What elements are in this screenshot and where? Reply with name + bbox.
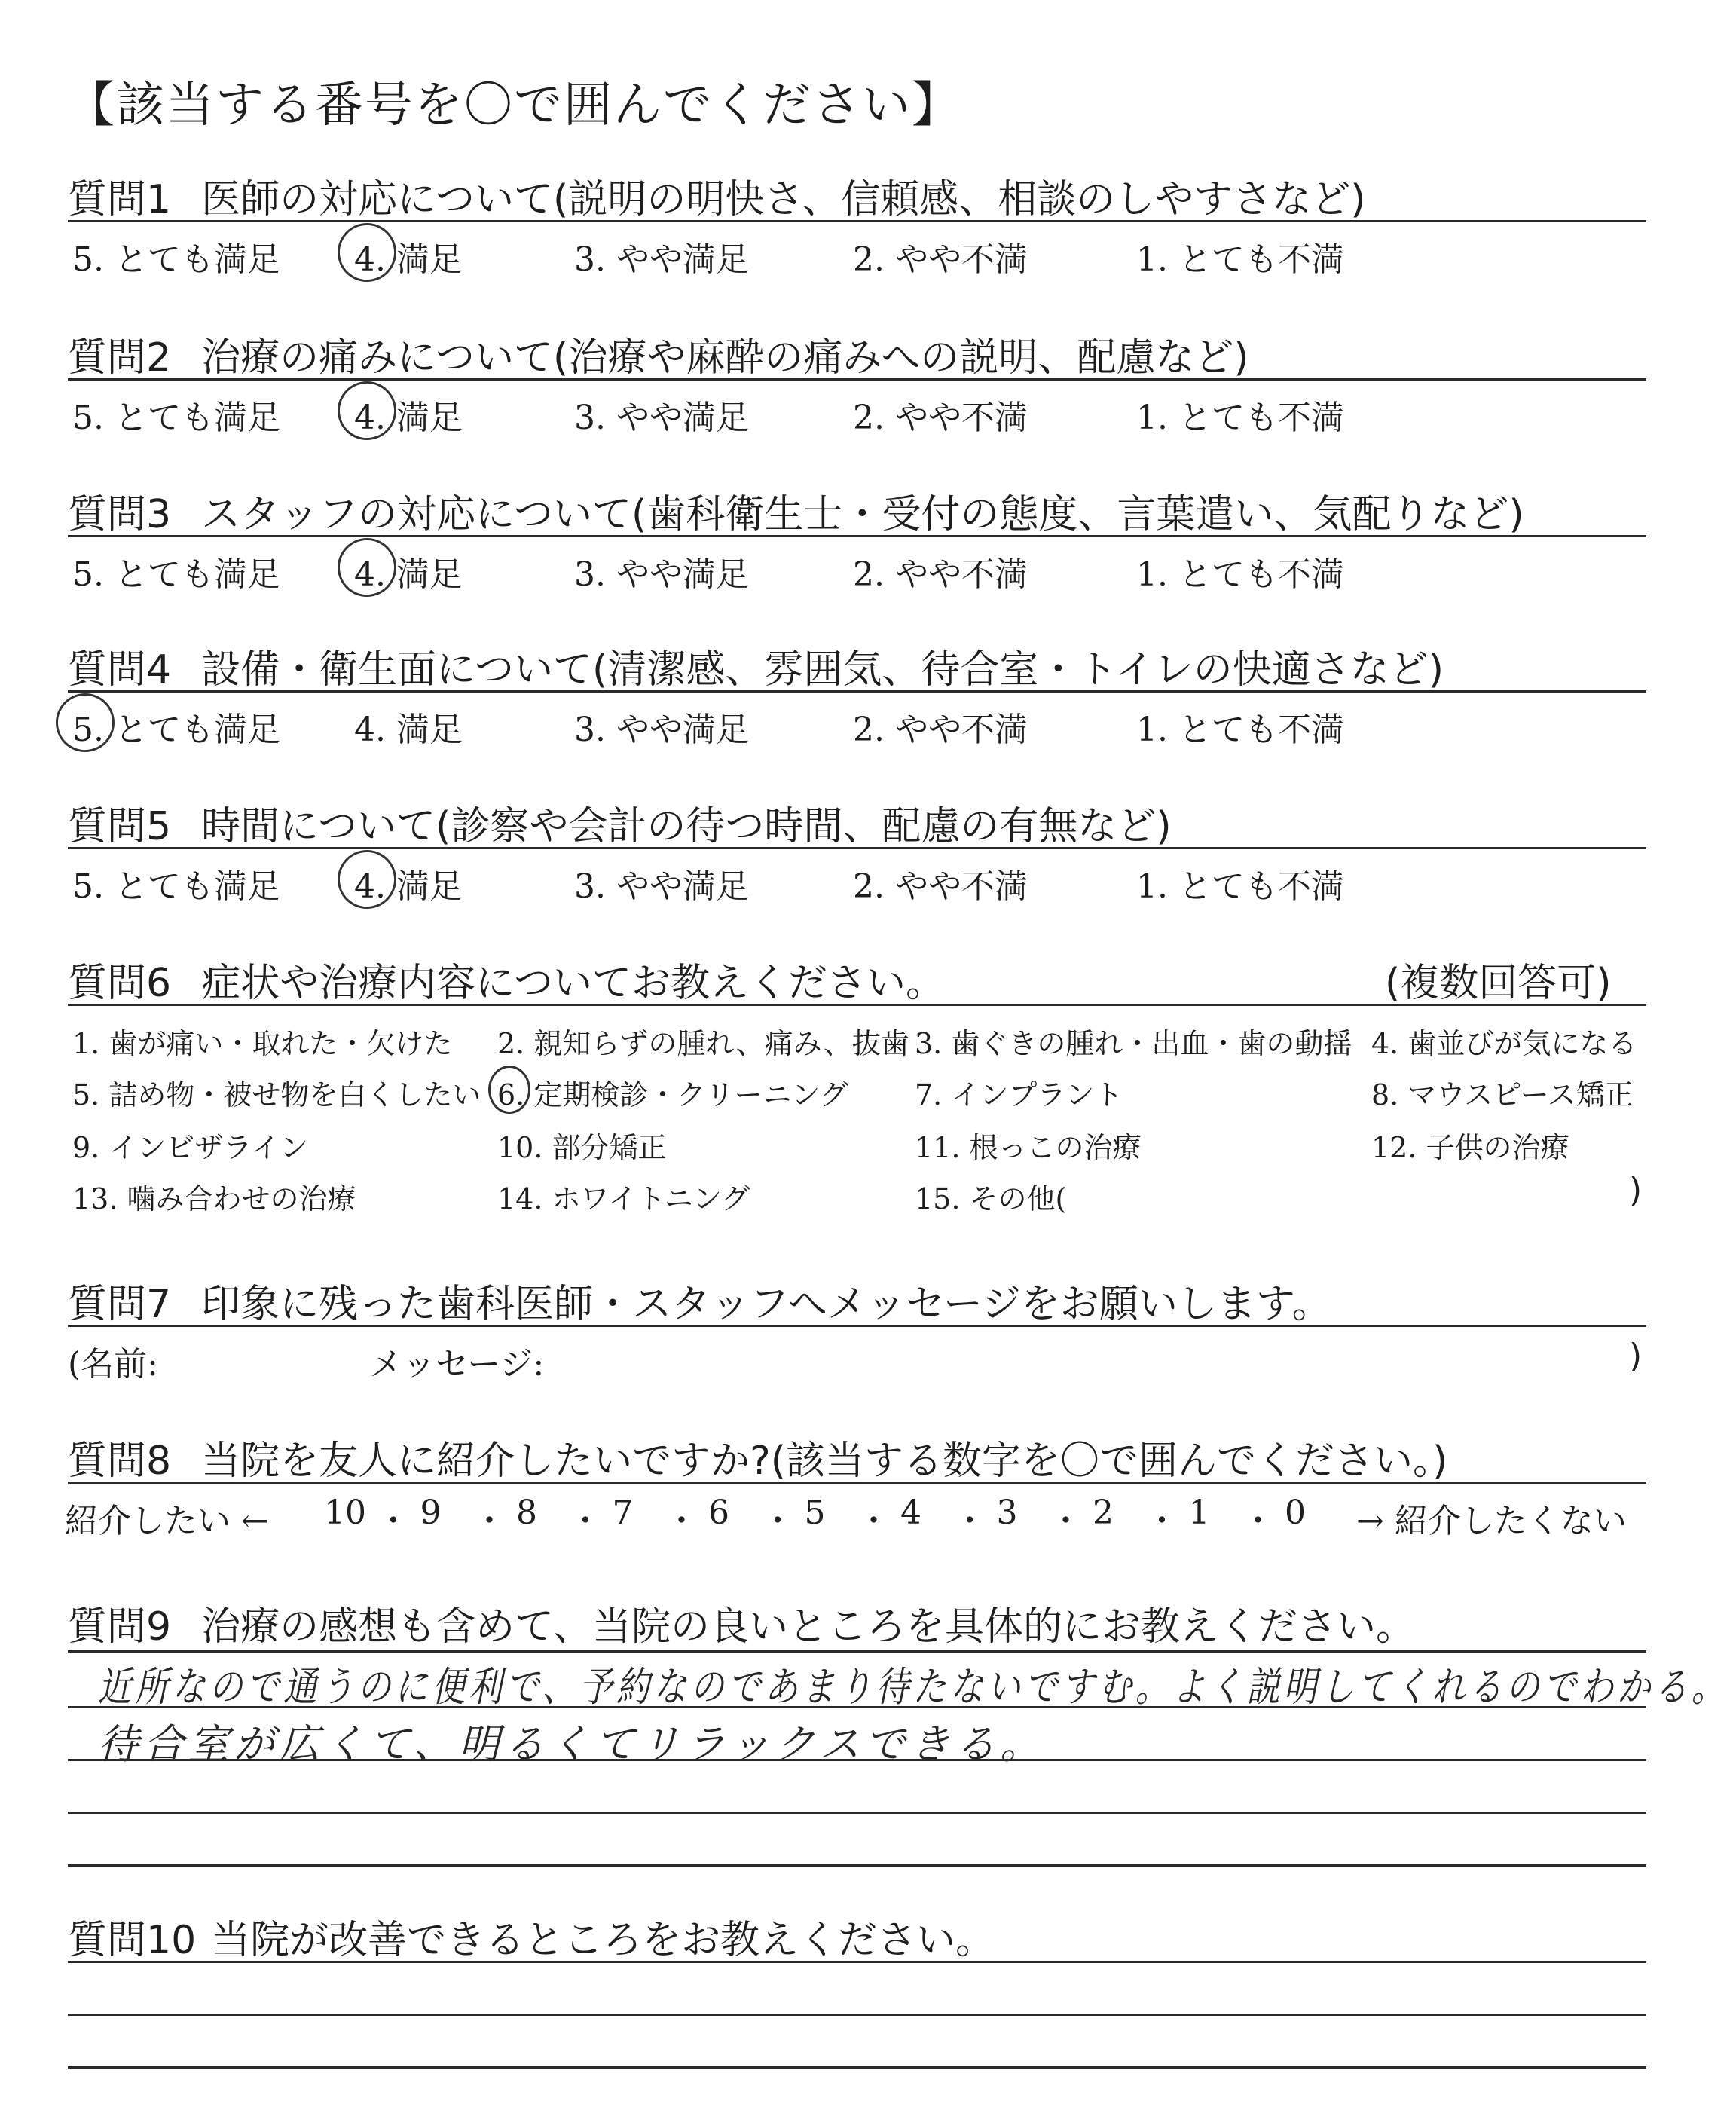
divider bbox=[68, 690, 1646, 693]
question-text: 治療の感想も含めて、当院の良いところを具体的にお教えください。 bbox=[201, 1604, 1416, 1650]
scale-value-8[interactable]: 8 bbox=[516, 1494, 537, 1532]
divider bbox=[68, 847, 1646, 849]
treatment-option-12[interactable]: 12. 子供の治療 bbox=[1371, 1131, 1569, 1164]
rating-option-4[interactable]: 4. 満足 bbox=[354, 555, 463, 594]
rating-option-5[interactable]: 5. とても満足 bbox=[72, 711, 280, 749]
rating-option-5[interactable]: 5. とても満足 bbox=[72, 867, 280, 906]
divider bbox=[68, 378, 1646, 381]
rating-option-3[interactable]: 3. やや満足 bbox=[574, 399, 749, 437]
question-number: 質問7 bbox=[68, 1282, 172, 1327]
question-text: 医師の対応について(説明の明快さ、信頼感、相談のしやすさなど) bbox=[201, 177, 1366, 222]
question-number: 質問4 bbox=[68, 647, 172, 693]
divider bbox=[68, 535, 1646, 537]
question-number: 質問8 bbox=[68, 1439, 172, 1484]
scale-separator: ・ bbox=[377, 1502, 410, 1540]
rating-option-3[interactable]: 3. やや満足 bbox=[574, 867, 749, 906]
treatment-option-6[interactable]: 6. 定期検診・クリーニング bbox=[497, 1078, 848, 1112]
answer-line bbox=[68, 1650, 1646, 1653]
scale-value-10[interactable]: 10 bbox=[324, 1494, 366, 1532]
treatment-option-8[interactable]: 8. マウスピース矯正 bbox=[1371, 1078, 1634, 1112]
rating-option-1[interactable]: 1. とても不満 bbox=[1136, 240, 1344, 279]
answer-line bbox=[68, 1961, 1646, 1963]
treatment-option-15[interactable]: 15. その他( bbox=[915, 1182, 1067, 1216]
treatment-option-11[interactable]: 11. 根っこの治療 bbox=[915, 1131, 1142, 1164]
scale-separator: ・ bbox=[1145, 1502, 1178, 1540]
divider bbox=[68, 1482, 1646, 1484]
question-number: 質問3 bbox=[68, 492, 172, 537]
rating-option-4[interactable]: 4. 満足 bbox=[354, 399, 463, 437]
name-label: (名前: bbox=[68, 1345, 158, 1384]
rating-option-2[interactable]: 2. やや不満 bbox=[853, 555, 1028, 594]
answer-line bbox=[68, 2014, 1646, 2016]
scale-value-3[interactable]: 3 bbox=[996, 1494, 1018, 1532]
answer-line bbox=[68, 1812, 1646, 1814]
divider bbox=[68, 220, 1646, 222]
rating-option-2[interactable]: 2. やや不満 bbox=[853, 240, 1028, 279]
other-close-paren: ) bbox=[1629, 1171, 1643, 1209]
treatment-option-10[interactable]: 10. 部分矯正 bbox=[497, 1131, 667, 1164]
recommend-label: 紹介したい ← bbox=[65, 1502, 269, 1540]
rating-option-3[interactable]: 3. やや満足 bbox=[574, 711, 749, 749]
scale-value-5[interactable]: 5 bbox=[804, 1494, 826, 1532]
rating-option-1[interactable]: 1. とても不満 bbox=[1136, 867, 1344, 906]
rating-option-4[interactable]: 4. 満足 bbox=[354, 867, 463, 906]
multiple-answers-note: (複数回答可) bbox=[1385, 961, 1612, 1006]
answer-line bbox=[68, 1706, 1646, 1708]
rating-option-2[interactable]: 2. やや不満 bbox=[853, 711, 1028, 749]
scale-value-7[interactable]: 7 bbox=[612, 1494, 634, 1532]
rating-option-1[interactable]: 1. とても不満 bbox=[1136, 555, 1344, 594]
scale-separator: ・ bbox=[857, 1502, 891, 1540]
question-number: 質問1 bbox=[68, 177, 172, 222]
scale-separator: ・ bbox=[761, 1502, 794, 1540]
rating-option-2[interactable]: 2. やや不満 bbox=[853, 867, 1028, 906]
question-text: 時間について(診察や会計の待つ時間、配慮の有無など) bbox=[201, 804, 1172, 849]
scale-value-6[interactable]: 6 bbox=[708, 1494, 729, 1532]
divider bbox=[68, 1325, 1646, 1327]
treatment-option-13[interactable]: 13. 噛み合わせの治療 bbox=[72, 1182, 356, 1216]
question-text: 治療の痛みについて(治療や麻酔の痛みへの説明、配慮など) bbox=[201, 335, 1249, 381]
question-number: 質問9 bbox=[68, 1604, 172, 1650]
answer-line bbox=[68, 1759, 1646, 1761]
scale-value-0[interactable]: 0 bbox=[1285, 1494, 1306, 1532]
treatment-option-9[interactable]: 9. インビザライン bbox=[72, 1131, 309, 1164]
rating-option-4[interactable]: 4. 満足 bbox=[354, 711, 463, 749]
rating-option-3[interactable]: 3. やや満足 bbox=[574, 555, 749, 594]
scale-separator: ・ bbox=[472, 1502, 506, 1540]
question-number: 質問10 bbox=[68, 1918, 197, 1963]
not-recommend-label: → 紹介したくない bbox=[1356, 1502, 1627, 1540]
answer-line bbox=[68, 1864, 1646, 1867]
scale-separator: ・ bbox=[1241, 1502, 1275, 1540]
handwritten-answer-line-1: 近所なので通うのに便利で、予約なのであまり待たないですむ。よく説明してくれるのでわかる。 bbox=[98, 1663, 1728, 1711]
question-number: 質問5 bbox=[68, 804, 172, 849]
rating-option-2[interactable]: 2. やや不満 bbox=[853, 399, 1028, 437]
question-number: 質問6 bbox=[68, 961, 172, 1006]
rating-option-4[interactable]: 4. 満足 bbox=[354, 240, 463, 279]
treatment-option-14[interactable]: 14. ホワイトニング bbox=[497, 1182, 750, 1216]
form-title: 【該当する番号を〇で囲んでください】 bbox=[66, 78, 961, 133]
scale-value-9[interactable]: 9 bbox=[420, 1494, 442, 1532]
rating-option-5[interactable]: 5. とても満足 bbox=[72, 240, 280, 279]
question-number: 質問2 bbox=[68, 335, 172, 381]
treatment-option-4[interactable]: 4. 歯並びが気になる bbox=[1371, 1027, 1637, 1060]
treatment-option-3[interactable]: 3. 歯ぐきの腫れ・出血・歯の動揺 bbox=[915, 1027, 1352, 1060]
scale-value-4[interactable]: 4 bbox=[900, 1494, 921, 1532]
question-text: 印象に残った歯科医師・スタッフへメッセージをお願いします。 bbox=[201, 1282, 1331, 1327]
rating-option-5[interactable]: 5. とても満足 bbox=[72, 555, 280, 594]
answer-line bbox=[68, 2066, 1646, 2069]
divider bbox=[68, 1004, 1646, 1006]
question-text: 当院が改善できるところをお教えください。 bbox=[211, 1918, 995, 1963]
scale-separator: ・ bbox=[569, 1502, 602, 1540]
close-paren: ) bbox=[1629, 1337, 1643, 1375]
rating-option-1[interactable]: 1. とても不満 bbox=[1136, 711, 1344, 749]
scale-value-2[interactable]: 2 bbox=[1093, 1494, 1114, 1532]
rating-option-1[interactable]: 1. とても不満 bbox=[1136, 399, 1344, 437]
handwritten-answer-line-2: 待合室が広くて、明るくてリラックスできる。 bbox=[98, 1720, 1046, 1768]
rating-option-3[interactable]: 3. やや満足 bbox=[574, 240, 749, 279]
scale-separator: ・ bbox=[953, 1502, 986, 1540]
scale-separator: ・ bbox=[665, 1502, 698, 1540]
question-text: 設備・衛生面について(清潔感、雰囲気、待合室・トイレの快適さなど) bbox=[201, 647, 1444, 693]
treatment-option-7[interactable]: 7. インプラント bbox=[915, 1078, 1123, 1112]
treatment-option-5[interactable]: 5. 詰め物・被せ物を白くしたい bbox=[72, 1078, 481, 1112]
rating-option-5[interactable]: 5. とても満足 bbox=[72, 399, 280, 437]
scale-separator: ・ bbox=[1049, 1502, 1083, 1540]
treatment-option-1[interactable]: 1. 歯が痛い・取れた・欠けた bbox=[72, 1027, 453, 1060]
question-text: 当院を友人に紹介したいですか?(該当する数字を〇で囲んでください。) bbox=[201, 1439, 1448, 1484]
message-label: メッセージ: bbox=[369, 1345, 545, 1384]
treatment-option-2[interactable]: 2. 親知らずの腫れ、痛み、抜歯 bbox=[497, 1027, 909, 1060]
question-text: スタッフの対応について(歯科衛生士・受付の態度、言葉遣い、気配りなど) bbox=[201, 492, 1524, 537]
question-text: 症状や治療内容についてお教えください。 bbox=[201, 961, 946, 1006]
scale-value-1[interactable]: 1 bbox=[1188, 1494, 1210, 1532]
